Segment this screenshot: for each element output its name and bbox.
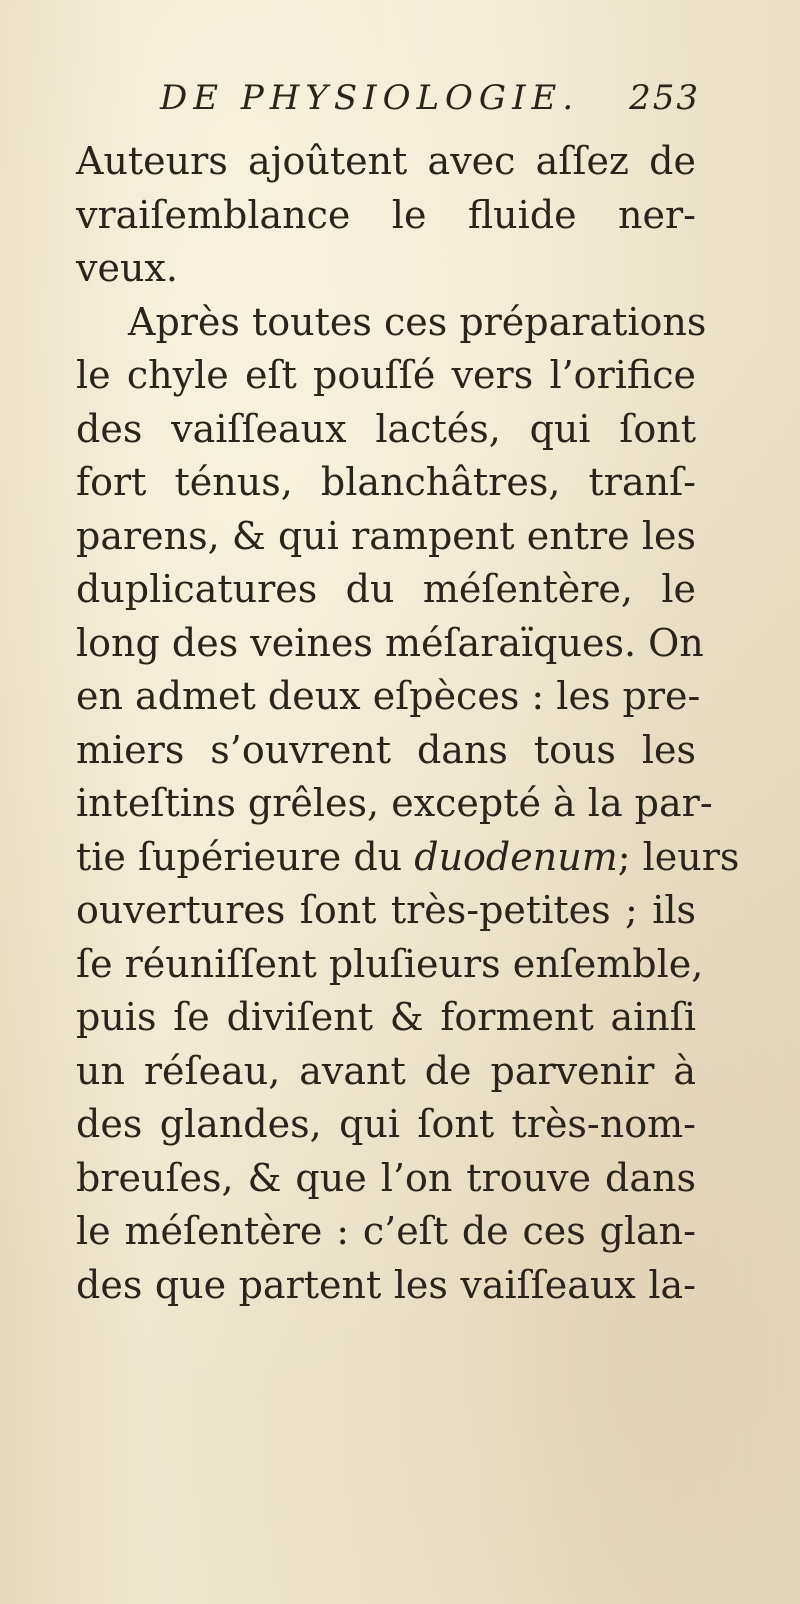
text-line <box>76 831 740 885</box>
running-head-title: DE PHYSIOLOGIE. <box>160 78 580 118</box>
text-line: veux. <box>76 246 178 290</box>
text-line: des glandes, qui ſont très-nom- <box>76 1102 696 1146</box>
text-line: Auteurs ajoûtent avec aſſez de <box>76 139 696 183</box>
text-line: ouvertures ſont très-petites ; ils <box>76 888 696 932</box>
text-line: vraiſemblance le fluide ner- <box>76 192 696 237</box>
text-segment: tie ſupérieure du <box>76 834 403 879</box>
text-line: puis ſe diviſent & forment ainſi <box>76 995 696 1039</box>
text-line: miers s’ouvrent dans tous les <box>76 727 696 772</box>
text-line: breuſes, & que l’on trouve dans <box>76 1155 696 1200</box>
text-line: duplicatures du méſentère, le <box>76 567 696 611</box>
paragraph-first-line: Après toutes ces préparations <box>128 299 707 344</box>
body-text <box>76 135 740 1312</box>
text-line: des vaiſſeaux lactés, qui ſont <box>76 406 696 451</box>
running-head <box>160 78 700 128</box>
italic-term: duodenum <box>414 834 618 879</box>
text-line: le méſentère : c’eſt de ces glan- <box>76 1209 696 1253</box>
text-line: ſe réuniſſent pluſieurs enſemble, <box>76 941 704 986</box>
page-number: 253 <box>629 78 700 118</box>
text-line: parens, & qui rampent entre les <box>76 513 696 558</box>
text-line: en admet deux eſpèces : les pre- <box>76 674 701 718</box>
text-line: fort ténus, blanchâtres, tranſ- <box>76 460 696 504</box>
text-line: un réſeau, avant de parvenir à <box>76 1048 696 1093</box>
text-line: le chyle eſt pouſſé vers l’orifice <box>76 353 696 397</box>
text-line: long des veines méſaraïques. On <box>76 620 704 665</box>
text-segment: ; leurs <box>617 834 740 879</box>
text-line: des que partent les vaiſſeaux la- <box>76 1262 696 1307</box>
text-line: inteſtins grêles, excepté à la par- <box>76 781 713 825</box>
